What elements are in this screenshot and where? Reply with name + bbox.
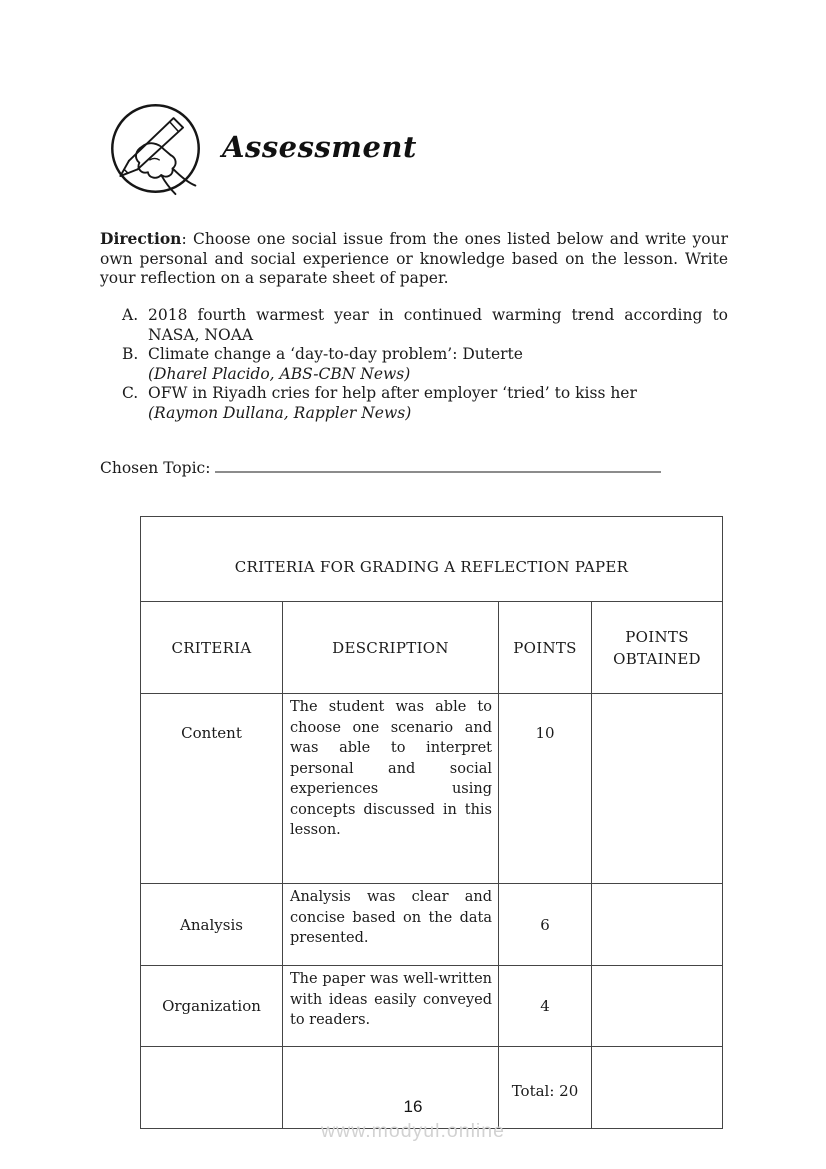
topic-letter: B.	[122, 345, 139, 363]
description-cell: The student was able to choose one scenario and was able to interpret personal and social experiences using concepts discussed in this lesson.	[283, 694, 499, 884]
page-number: 16	[403, 1097, 423, 1116]
topic-list	[122, 306, 728, 423]
rubric-header-row	[141, 602, 723, 694]
topic-item-a	[122, 306, 728, 345]
topic-text: 2018 fourth warmest year in continued warming trend according to NASA, NOAA	[148, 306, 728, 344]
criteria-cell: Content	[141, 694, 283, 884]
topic-text: Climate change a ‘day-to-day problem’: Duterte	[148, 345, 523, 363]
rubric-table	[140, 516, 723, 1129]
criteria-cell: Analysis	[141, 884, 283, 966]
criteria-cell: Organization	[141, 966, 283, 1047]
rubric-title-row	[141, 517, 723, 602]
topic-letter: A.	[122, 306, 139, 324]
description-cell: Analysis was clear and concise based on the data presented.	[283, 884, 499, 966]
chosen-topic-label: Chosen Topic:	[100, 459, 211, 477]
topic-source: (Dharel Placido, ABS-CBN News)	[148, 364, 411, 383]
points-obtained-cell	[592, 966, 723, 1047]
table-row-analysis	[141, 884, 723, 966]
total-points-cell: Total: 20	[499, 1047, 592, 1129]
direction-paragraph	[100, 229, 728, 289]
chosen-topic-blank-line	[215, 457, 661, 473]
chosen-topic	[100, 457, 661, 477]
direction-label: Direction	[100, 229, 182, 248]
topic-letter: C.	[122, 384, 139, 402]
points-cell: 4	[499, 966, 592, 1047]
points-obtained-cell	[592, 694, 723, 884]
direction-text: : Choose one social issue from the ones listed below and write your own personal and social experience or knowledge based on the lesson. Write your reflection on a separate sheet of paper.	[100, 230, 728, 287]
table-row-content	[141, 694, 723, 884]
column-header-points: POINTS	[499, 602, 592, 694]
points-cell: 6	[499, 884, 592, 966]
table-row-organization	[141, 966, 723, 1047]
column-header-criteria: CRITERIA	[141, 602, 283, 694]
page-title: Assessment	[222, 130, 417, 164]
column-header-description: DESCRIPTION	[283, 602, 499, 694]
rubric-title: CRITERIA FOR GRADING A REFLECTION PAPER	[141, 517, 723, 602]
watermark: www.modyul.online	[321, 1120, 505, 1142]
points-cell: 10	[499, 694, 592, 884]
topic-text: OFW in Riyadh cries for help after employer ‘tried’ to kiss her	[148, 384, 637, 402]
column-header-points-obtained: POINTS OBTAINED	[592, 602, 723, 694]
points-obtained-cell	[592, 884, 723, 966]
description-cell: The paper was well-written with ideas easily conveyed to readers.	[283, 966, 499, 1047]
writing-hand-icon	[108, 101, 203, 196]
topic-source: (Raymon Dullana, Rappler News)	[148, 403, 412, 422]
topic-item-b	[122, 345, 728, 384]
topic-item-c	[122, 384, 728, 423]
